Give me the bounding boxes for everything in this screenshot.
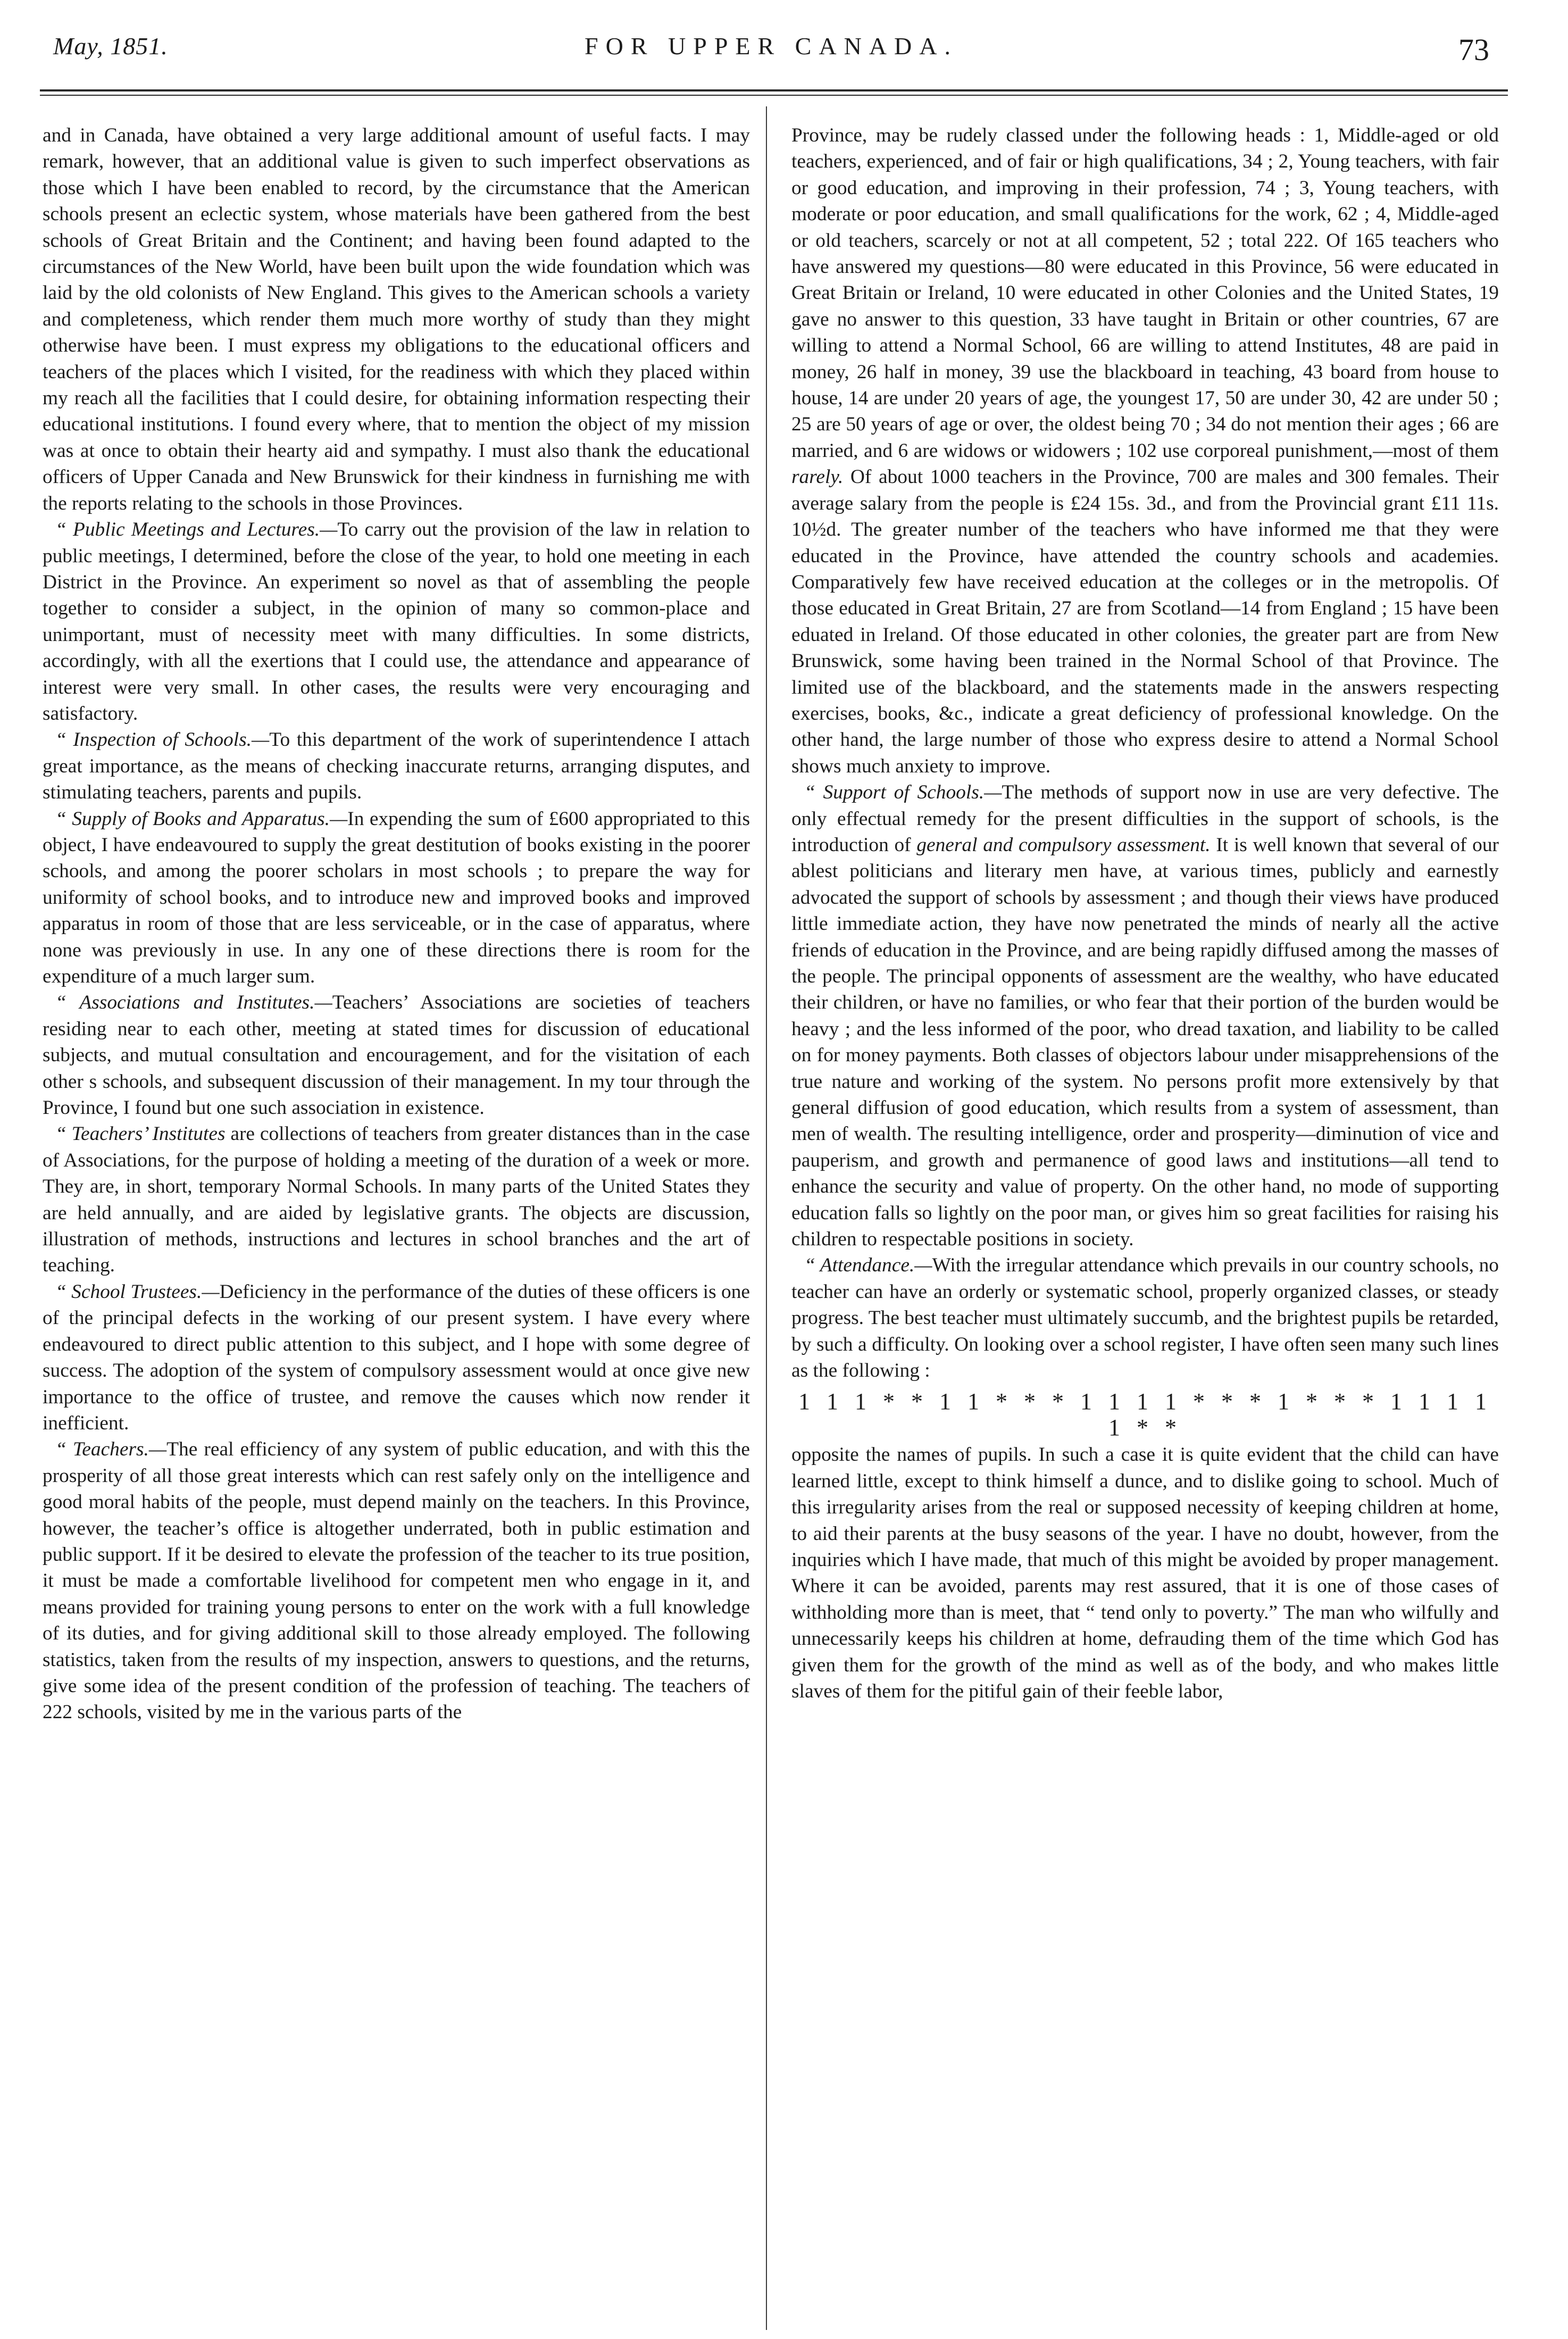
paragraph-associations [43, 989, 750, 1121]
section-lead: “ Attendance.— [804, 1254, 932, 1277]
paragraph-text: The methods of support now in use are very defective. The only effectual remedy for the present difficulties in the support of schools, is the introduction of [791, 781, 1499, 856]
paragraph [791, 1442, 1499, 1704]
section-lead: “ Associations and Institutes.— [55, 992, 332, 1014]
paragraph-text: and in Canada, have obtained a very large additional amount of useful facts. I may remark, however, that an additional value is given to such imperfect observations as those which I have been enabled to record, by the circumstance that the American schools present an eclectic system, whose materials have been gathered from the best schools of Great Britain and the Continent; and having been found adapted to the circumstances of the New World, have been built upon the wide foundation which was laid by the old colonists of New England. This gives to the American schools a variety and completeness, which render them much more worthy of study than they might otherwise have been. I must express my obligations to the educational officers and teachers of the places which I visited, for the readiness with which they placed within my reach all the facilities that I could desire, for obtaining information respecting their educational institutions. I found every where, that to mention the object of my mission was at once to obtain their hearty aid and sympathy. I must also thank the educational officers of Upper Canada and New Brunswick for their kindness in furnishing me with the reports relating to the schools in those Provinces. [43, 124, 750, 514]
paragraph-inspection [43, 727, 750, 805]
section-lead: “ Support of Schools.— [804, 781, 1002, 804]
section-lead: “ Supply of Books and Apparatus.— [55, 808, 348, 830]
right-column [791, 122, 1499, 1704]
paragraph-attendance [791, 1252, 1499, 1384]
paragraph-statistics [791, 122, 1499, 779]
paragraph-text: Teachers’ Associations are societies of teachers residing near to each other, meeting at stated times for discussion of educational subjects, and mutual consultation and encouragement, and for the visitation of each other s schools, and subsequent discussion of their management. In my tour through the Province, I found but one such association in existence. [43, 992, 750, 1119]
header-rule-thick [40, 89, 1508, 91]
issue-date: May, 1851. [53, 32, 168, 60]
page-header [53, 32, 1489, 69]
paragraph-institutes [43, 1121, 750, 1278]
section-lead: “ Teachers’ Institutes [55, 1123, 226, 1145]
paragraph-text: Deficiency in the performance of the duties of these officers is one of the principal defects in the working of our present system. I have every where endeavoured to direct public attention to this subject, and I hope with some degree of success. The adoption of the system of compulsory assessment would at once give new importance to the office of trustee, and remove the causes which now render it inefficient. [43, 1280, 750, 1434]
paragraph-text: opposite the names of pupils. In such a case it is quite evident that the child can have learned little, except to think himself a dunce, and to dislike going to school. Much of this irregularity arises from the real or supposed necessity of keeping children at home, to aid their parents at the busy seasons of the year. I have no doubt, however, from the inquiries which I have made, that much of this might be avoided by proper management. Where it can be avoided, parents may rest assured, that it is one of those cases of withholding more than is meet, that “ tend only to poverty.” The man who wilfully and unnecessarily keeps his children at home, defrauding them of the time which God has given them for the growth of the mind as well as of the body, and who makes little slaves of them for the pitiful gain of their feeble labor, [791, 1444, 1499, 1702]
paragraph-supply [43, 806, 750, 990]
paragraph-text: In expending the sum of £600 appropriated to this object, I have endeavoured to supply the great destitution of books existing in the poorer schools, and among the poorer scholars in most schools ; to prepare the way for uniformity of school books, and to introduce new and improved books and improved apparatus in room of those that are less serviceable, or in the case of apparatus, where none was previously in use. In any one of these directions there is room for the expenditure of a much larger sum. [43, 808, 750, 987]
header-rule-thin [40, 95, 1508, 96]
paragraph-text: Province, may be rudely classed under the following heads : 1, Middle-aged or old teachers, experienced, and of fair or high qualifications, 34 ; 2, Young teachers, with fair or good education, and improving in their profession, 74 ; 3, Young teachers, with moderate or poor education, and small qualifications for the work, 62 ; 4, Middle-aged or old teachers, scarcely or not at all competent, 52 ; total 222. Of 165 teachers who have answered my questions—80 were educated in this Province, 56 were educated in Great Britain or Ireland, 10 were educated in other Colonies and the United States, 19 gave no answer to this question, 33 have taught in Britain or other countries, 67 are willing to attend a Normal School, 66 are willing to attend Institutes, 48 are paid in money, 26 half in money, 39 use the blackboard in teaching, 43 board from house to house, 14 are under 20 years of age, the youngest 17, 50 are under 30, 42 are under 50 ; 25 are 50 years of age or over, the oldest being 70 ; 34 do not mention their ages ; 66 are married, and 6 are widows or widowers ; 102 use corporeal punishment,—most of them [791, 124, 1499, 462]
attendance-register-line: 1 1 1 * * 1 1 * * * 1 1 1 1 * * * 1 * * * 1 1 1 1 1 * * [798, 1388, 1492, 1441]
section-lead: “ Inspection of Schools.— [55, 729, 270, 751]
paragraph-teachers [43, 1436, 750, 1725]
paragraph [43, 122, 750, 517]
paragraph-support [791, 779, 1499, 1252]
paragraph-trustees [43, 1279, 750, 1436]
paragraph-text: To carry out the provision of the law in relation to public meetings, I determined, before the close of the year, to hold one meeting in each District in the Province. An experiment so novel as that of assembling the people together to consider a subject, in the opinion of many so common-place and unimportant, must of necessity meet with many difficulties. In some districts, accordingly, with all the exertions that I could use, the attendance and appearance of interest were very small. In other cases, the results were very encouraging and satisfactory. [43, 519, 750, 725]
paragraph-text: It is well known that several of our ablest politicians and literary men have, at various times, publicly and earnestly advocated the support of schools by assessment ; and though their views have produced little immediate action, they have now penetrated the minds of nearly all the active friends of education in the Province, and are being rapidly diffused among the masses of the people. The principal opponents of assessment are the wealthy, who have educated their children, or have no families, or who fear that their portion of the burden would be heavy ; and the less informed of the poor, who dread taxation, and liability to be called on for money payments. Both classes of objectors labour under misapprehensions of the true nature and working of the system. No persons profit more extensively by that general diffusion of good education, which results from a system of assessment, than men of wealth. The resulting intelligence, order and prosperity—diminution of vice and pauperism, and growth and permanence of good laws and institutions—all tend to enhance the security and value of property. On the other hand, no mode of supporting education falls so lightly on the poor man, or gives him so great facilities for raising his children to respectable positions in society. [791, 834, 1499, 1251]
section-lead: “ Public Meetings and Lectures.— [55, 519, 338, 541]
section-lead: “ School Trustees.— [55, 1280, 220, 1303]
paragraph-text: Of about 1000 teachers in the Province, 700 are males and 300 females. Their average salary from the people is £24 15s. 3d., and from the Provincial grant £11 11s. 10½d. The greater number of the teachers who have informed me that they were educated in the Province, have attended the country schools and academies. Comparatively few have received education at the colleges or in the metropolis. Of those educated in Great Britain, 27 are from Scotland—14 from England ; 15 have been eduated in Ireland. Of those educated in other colonies, the greater part are from New Brunswick, some having been trained in the Normal School of that Province. The limited use of the blackboard, and the statements made in the answers respecting exercises, books, &c., indicate a great deficiency of professional knowledge. On the other hand, the large number of those who express desire to attend a Normal School shows much anxiety to improve. [791, 466, 1499, 777]
paragraph-text: With the irregular attendance which prevails in our country schools, no teacher can have an orderly or systematic school, properly organized classes, or steady progress. The best teacher must ultimately succumb, and the brightest pupils be retarded, by such a difficulty. On looking over a school register, I have often seen many such lines as the following : [791, 1254, 1499, 1382]
paragraph-public-meetings [43, 517, 750, 727]
left-column [43, 122, 750, 1726]
page-number: 73 [1458, 32, 1489, 67]
paragraph-text: are collections of teachers from greater distances than in the case of Associations, for the purpose of holding a meeting of the duration of a week or more. They are, in short, temporary Normal Schools. In many parts of the United States they are held annually, and are aided by legislative grants. The objects are discussion, illustration of methods, instructions and lectures in school branches and the art of teaching. [43, 1123, 750, 1277]
column-divider [766, 106, 767, 2330]
running-title: FOR UPPER CANADA. [585, 32, 958, 60]
paragraph-text: The real efficiency of any system of public education, and with this the prosperity of all those great interests which can rest safely only on the intelligence and good moral habits of the people, must depend mainly on the teachers. In this Province, however, the teacher’s office is altogether underrated, both in public estimation and public support. If it be desired to elevate the profession of the teacher to its true position, it must be made a comfortable livelihood for competent men who engage in it, and means provided for training young persons to enter on the work with a full knowledge of its duties, and for giving additional skill to those already employed. The following statistics, taken from the results of my inspection, answers to questions, and the returns, give some idea of the present condition of the profession of teaching. The teachers of 222 schools, visited by me in the various parts of the [43, 1438, 750, 1724]
emphasis: general and compulsory assessment. [916, 834, 1211, 856]
emphasis: rarely. [791, 466, 844, 488]
section-lead: “ Teachers.— [55, 1438, 167, 1461]
paragraph-text: To this department of the work of superintendence I attach great importance, as the means of checking inaccurate returns, arranging disputes, and stimulating teachers, parents and pupils. [43, 729, 750, 804]
